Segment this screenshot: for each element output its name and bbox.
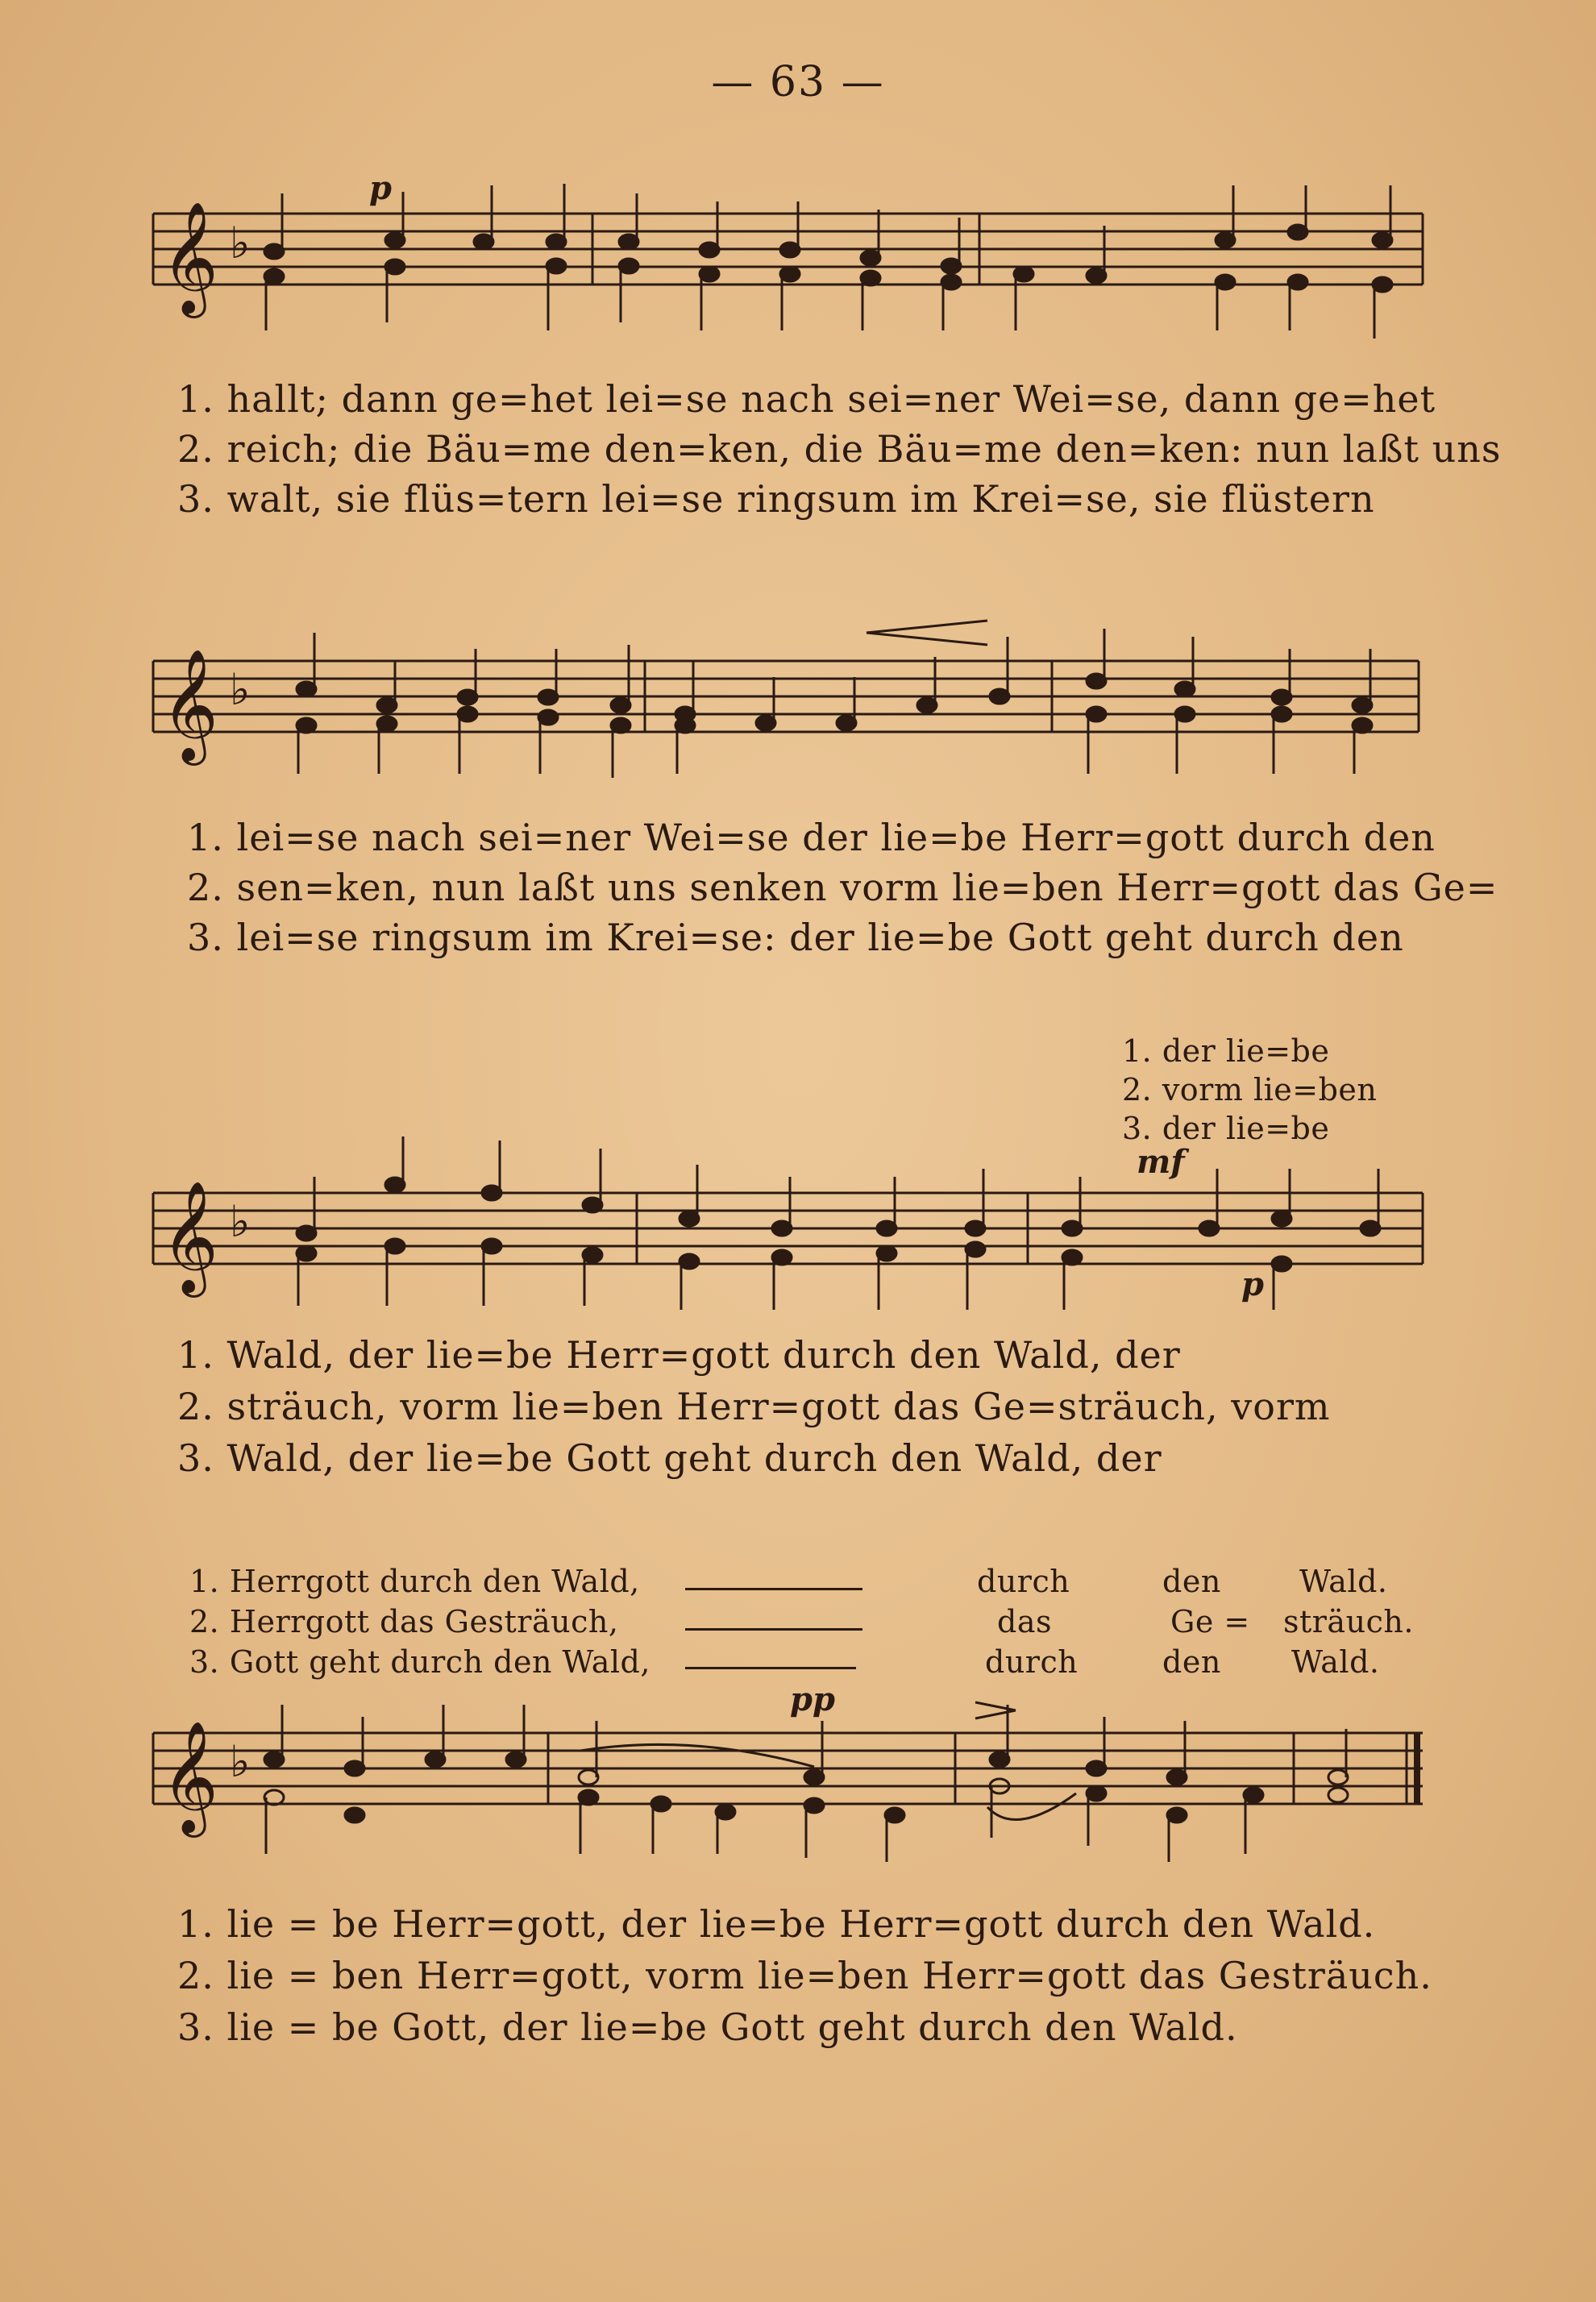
lyric-line-verse-2: 2. sen=ken, nun laßt uns senken vorm lie=ben Herr=gott das Ge= <box>187 866 1498 909</box>
upper-lyric-verse-3-left: 3. Gott geht durch den Wald, <box>189 1644 650 1680</box>
upper-lyric-verse-2-mid2: Ge = <box>1170 1604 1250 1639</box>
svg-text:♭: ♭ <box>230 664 251 715</box>
svg-text:♭: ♭ <box>230 1736 251 1787</box>
extender-line <box>685 1588 862 1590</box>
dynamic-piano-2: p <box>1241 1265 1264 1303</box>
music-staff-3 <box>0 1128 1596 1330</box>
upper-lyric-verse-1-end: Wald. <box>1299 1564 1388 1599</box>
lyric-line-verse-2: 2. lie = ben Herr=gott, vorm lie=ben Herr=gott das Gesträuch. <box>177 1954 1432 1997</box>
svg-text:𝄞: 𝄞 <box>161 1181 218 1293</box>
upper-lyric-verse-3-mid: durch <box>985 1644 1079 1680</box>
lyric-line-verse-3: 3. lie = be Gott, der lie=be Gott geht durch den Wald. <box>177 2005 1238 2049</box>
upper-lyric-verse-2-mid: das <box>997 1604 1052 1639</box>
lyric-line-verse-1: 1. lie = be Herr=gott, der lie=be Herr=gott durch den Wald. <box>177 1902 1376 1946</box>
upper-lyric-verse-3-end: Wald. <box>1291 1644 1380 1680</box>
lyric-line-verse-3: 3. lei=se ringsum im Krei=se: der lie=be Gott geht durch den <box>187 916 1404 959</box>
upper-lyric-verse-1: 1. der lie=be <box>1122 1033 1330 1069</box>
lyric-line-verse-2: 2. reich; die Bäu=me den=ken, die Bäu=me den=ken: nun laßt uns <box>177 427 1502 471</box>
lyric-line-verse-1: 1. Wald, der lie=be Herr=gott durch den Wald, der <box>177 1333 1181 1377</box>
upper-lyric-verse-1-mid: durch <box>977 1564 1070 1599</box>
upper-lyric-verse-2: 2. vorm lie=ben <box>1122 1072 1378 1107</box>
dynamic-mezzoforte: mf <box>1137 1143 1185 1181</box>
upper-lyric-verse-3-mid2: den <box>1162 1644 1221 1680</box>
dynamic-pianissimo: pp <box>790 1681 835 1718</box>
lyric-line-verse-3: 3. Wald, der lie=be Gott geht durch den Wald, der <box>177 1436 1162 1480</box>
svg-text:♭: ♭ <box>230 1196 251 1247</box>
upper-lyric-verse-2-left: 2. Herrgott das Gesträuch, <box>189 1604 619 1639</box>
lyric-line-verse-3: 3. walt, sie flüs=tern lei=se ringsum im Krei=se, sie flüstern <box>177 477 1375 521</box>
lyric-line-verse-1: 1. hallt; dann ge=het lei=se nach sei=ner Wei=se, dann ge=het <box>177 377 1436 421</box>
upper-lyric-verse-1-mid2: den <box>1162 1564 1221 1599</box>
svg-text:𝄞: 𝄞 <box>161 1721 218 1833</box>
svg-text:𝄞: 𝄞 <box>161 202 218 314</box>
svg-text:♭: ♭ <box>230 218 251 268</box>
extender-line <box>685 1628 862 1631</box>
extender-line <box>685 1667 856 1669</box>
upper-lyric-verse-1-left: 1. Herrgott durch den Wald, <box>189 1564 640 1599</box>
lyric-line-verse-1: 1. lei=se nach sei=ner Wei=se der lie=be Herr=gott durch den <box>187 816 1436 859</box>
upper-lyric-verse-3: 3. der lie=be <box>1122 1111 1330 1146</box>
music-staff-2 <box>0 613 1596 806</box>
svg-text:𝄞: 𝄞 <box>161 649 218 761</box>
lyric-line-verse-2: 2. sträuch, vorm lie=ben Herr=gott das Ge=sträuch, vorm <box>177 1385 1331 1428</box>
page-number: — 63 — <box>711 58 885 106</box>
upper-lyric-verse-2-end: sträuch. <box>1283 1604 1414 1639</box>
dynamic-piano-1: p <box>369 169 392 207</box>
music-staff-1 <box>0 161 1596 371</box>
